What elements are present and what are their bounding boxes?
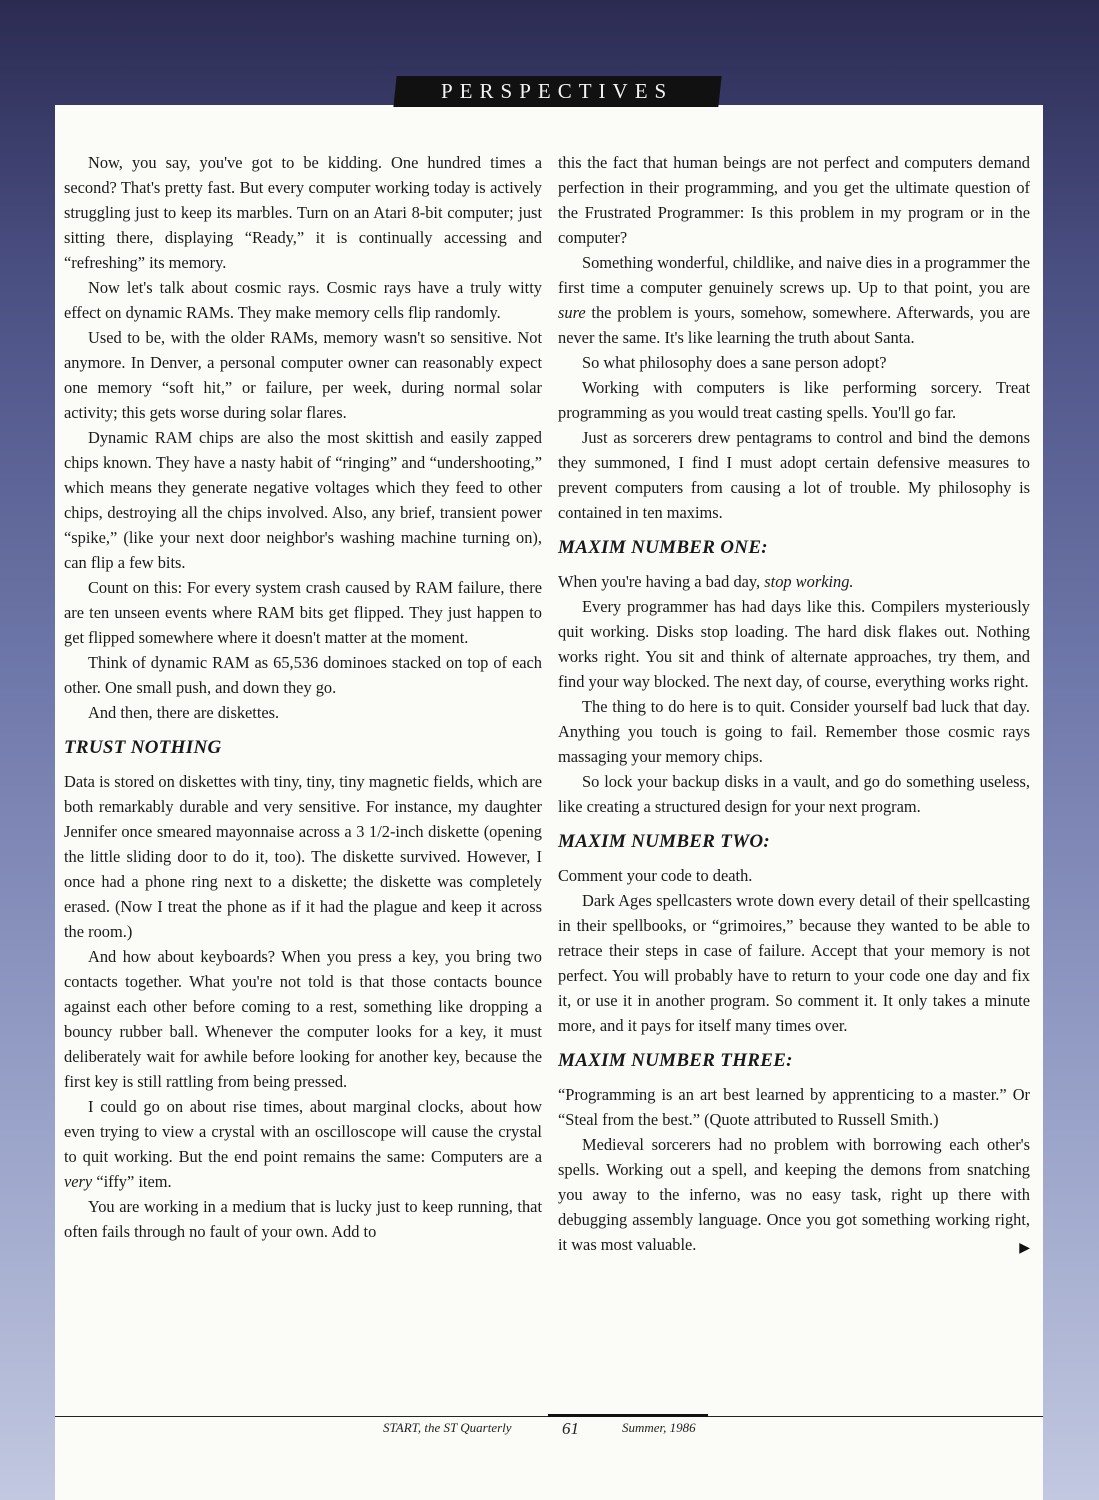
paragraph: Dark Ages spellcasters wrote down every detail of their spellcasting in their spellbooks, or “grimoires,” because they wanted to be able to retrace their steps in case of failure. Accept that your memory is not perfect. You will probably have to return to your code one day and fix it, or use it in another program. So comment it. It only takes a minute more, and it pays for itself many times over. xyxy=(558,891,1030,1035)
text-span: Medieval sorcerers had no problem with borrowing each other's spells. Working out a spell, and keeping the demons from snatching you away to the inferno, was no easy task, right up there with debugging assembly language. Once you got something working right, it was most valuable. xyxy=(558,1135,1030,1254)
text-span: “iffy” item. xyxy=(96,1172,172,1191)
continue-arrow-icon: ▶ xyxy=(1019,1241,1030,1256)
emphasis: very xyxy=(64,1172,93,1191)
page-number: 61 xyxy=(562,1419,579,1438)
section-title: PERSPECTIVES xyxy=(441,79,674,103)
paragraph: Every programmer has had days like this. Compilers mysteriously quit working. Disks stop loading. The hard disk flakes out. Nothing works right. You sit and think of alternate approaches, try them, and find your way blocked. The next day, of course, everything works right. xyxy=(558,597,1030,691)
paragraph: The thing to do here is to quit. Consider yourself bad luck that day. Anything you touch is going to fail. Remember those cosmic rays massaging your memory chips. xyxy=(558,697,1030,766)
footer-accent-rule xyxy=(548,1414,708,1417)
right-column xyxy=(558,150,1030,1261)
section-header xyxy=(393,76,721,107)
text-span: the problem is yours, somehow, somewhere. Afterwards, you are never the same. It's like learning the truth about Santa. xyxy=(558,303,1030,347)
paragraph: Now let's talk about cosmic rays. Cosmic rays have a truly witty effect on dynamic RAMs. They make memory cells flip randomly. xyxy=(64,278,542,322)
footer-issue: Summer, 1986 xyxy=(622,1420,696,1435)
paragraph: So lock your backup disks in a vault, and go do something useless, like creating a structured design for your next program. xyxy=(558,772,1030,816)
paragraph: Think of dynamic RAM as 65,536 dominoes stacked on top of each other. One small push, and down they go. xyxy=(64,653,542,697)
maxim-heading: MAXIM NUMBER TWO: xyxy=(558,831,771,852)
maxim-heading: MAXIM NUMBER ONE: xyxy=(558,537,768,558)
maxim-lead: Comment your code to death. xyxy=(558,866,753,885)
paragraph: Just as sorcerers drew pentagrams to control and bind the demons they summoned, I find I must adopt certain defensive measures to prevent computers from causing a lot of trouble. My philosophy is contained in ten maxims. xyxy=(558,428,1030,522)
left-column xyxy=(64,150,542,1244)
text-span: Something wonderful, childlike, and naive dies in a programmer the first time a computer genuinely screws up. Up to that point, you are xyxy=(558,253,1030,297)
paragraph: And then, there are diskettes. xyxy=(88,703,280,722)
emphasis: stop working. xyxy=(764,572,854,591)
paragraph: Used to be, with the older RAMs, memory wasn't so sensitive. Not anymore. In Denver, a personal computer owner can reasonably expect one memory “soft hit,” or failure, per week, during normal solar activity; this gets worse during solar flares. xyxy=(64,328,542,422)
paragraph: And how about keyboards? When you press a key, you bring two contacts together. What you're not told is that those contacts bounce against each other before coming to a rest, something like dropping a bouncy rubber ball. Whenever the computer looks for a key, it must deliberately wait for awhile before looking for another key, because the first key is still rattling from being pressed. xyxy=(64,947,542,1091)
maxim-heading: MAXIM NUMBER THREE: xyxy=(558,1050,793,1071)
paragraph: this the fact that human beings are not perfect and computers demand perfection in their programming, and you get the ultimate question of the Frustrated Programmer: Is this problem in my program or in the computer? xyxy=(558,153,1030,247)
emphasis: sure xyxy=(558,303,586,322)
paragraph: Now, you say, you've got to be kidding. One hundred times a second? That's pretty fast. But every computer working today is actively struggling just to keep its marbles. Turn on an Atari 8-bit computer; just sitting there, displaying “Ready,” it is continually accessing and “refreshing” its memory. xyxy=(64,153,542,272)
text-span: I could go on about rise times, about marginal clocks, about how even trying to view a crystal with an oscilloscope will cause the crystal to quit working. But the end point remains the same: Computers are a xyxy=(64,1097,542,1166)
paragraph xyxy=(558,250,1030,350)
paragraph: Working with computers is like performing sorcery. Treat programming as you would treat casting spells. You'll go far. xyxy=(558,378,1030,422)
section-heading: TRUST NOTHING xyxy=(64,737,222,758)
footer-publication: START, the ST Quarterly xyxy=(383,1420,512,1435)
paragraph: Dynamic RAM chips are also the most skittish and easily zapped chips known. They have a nasty habit of “ringing” and “undershooting,” which means they generate negative voltages which they feed to other chips, destroying all the chips involved. Also, any brief, transient power “spike,” (like your next door neighbor's washing machine turning on), can flip a few bits. xyxy=(64,428,542,572)
paragraph xyxy=(558,1132,1030,1257)
paragraph xyxy=(64,1094,542,1194)
maxim-lead xyxy=(558,569,1030,594)
paragraph: Count on this: For every system crash caused by RAM failure, there are ten unseen events where RAM bits get flipped. They just happen to get flipped somewhere where it doesn't matter at the moment. xyxy=(64,578,542,647)
maxim-lead: “Programming is an art best learned by apprenticing to a master.” Or “Steal from the best.” (Quote attributed to Russell Smith.) xyxy=(558,1085,1030,1129)
text-span: When you're having a bad day, xyxy=(558,572,761,591)
paragraph: Data is stored on diskettes with tiny, tiny, tiny magnetic fields, which are both remarkably durable and very sensitive. For instance, my daughter Jennifer once smeared mayonnaise across a 3 1/2-inch diskette (opening the little sliding door to do it, too). The diskette survived. However, I once had a phone ring next to a diskette; the diskette was completely erased. (Now I treat the phone as if it had the plague and keep it across the room.) xyxy=(64,772,542,941)
paragraph: So what philosophy does a sane person adopt? xyxy=(582,353,887,372)
paragraph: You are working in a medium that is lucky just to keep running, that often fails through no fault of your own. Add to xyxy=(64,1197,542,1241)
